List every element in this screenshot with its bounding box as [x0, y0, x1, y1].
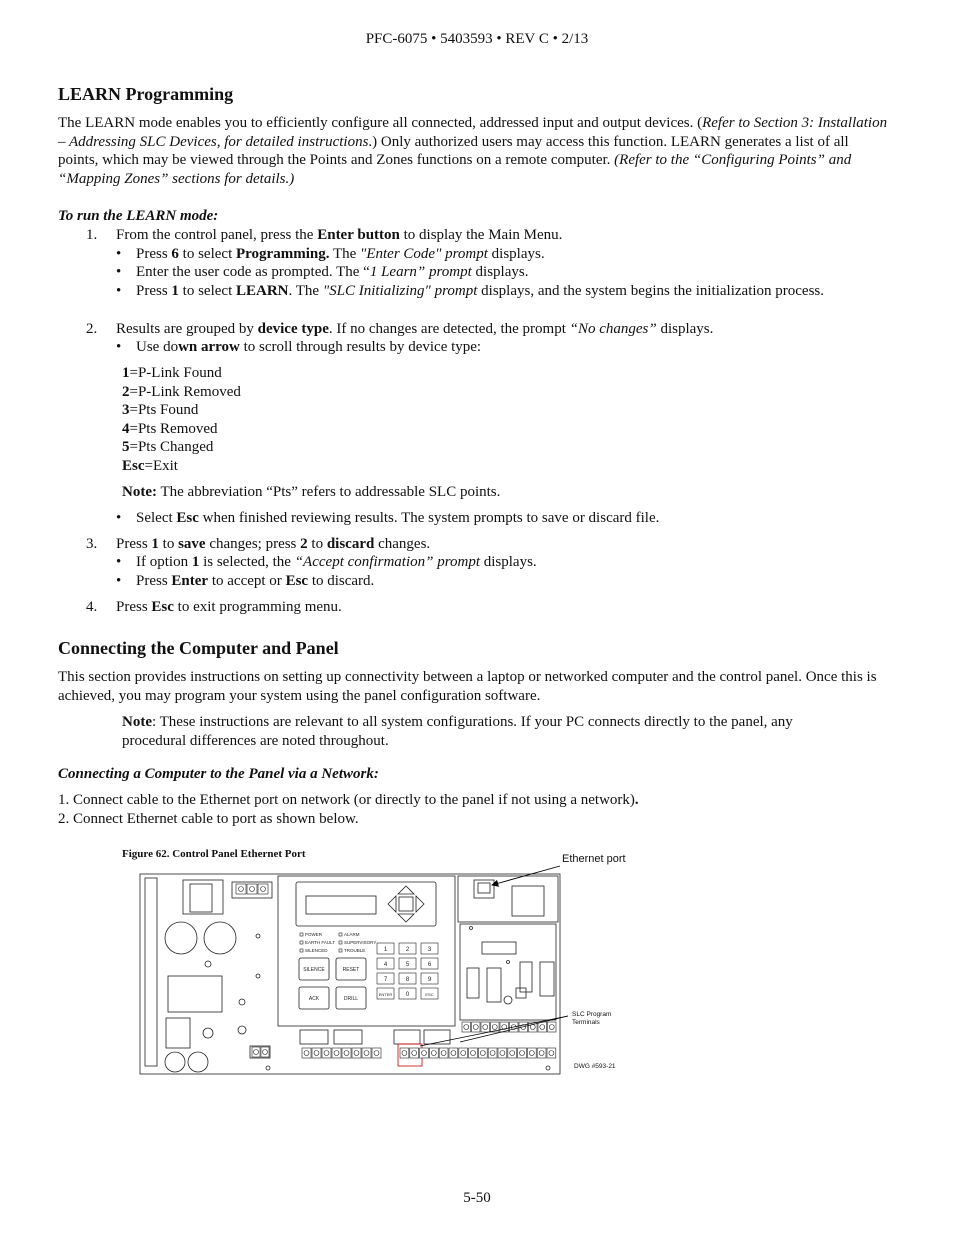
device-code-item: 4=Pts Removed — [122, 420, 218, 437]
bullet-marker: • — [116, 573, 122, 589]
terminal-screw — [441, 1051, 446, 1056]
terminal-screw — [412, 1051, 417, 1056]
bullet-marker: • — [116, 510, 122, 526]
terminal-screw — [451, 1051, 456, 1056]
keypad-key-label: ENTER — [378, 992, 393, 997]
reset-label: RESET — [342, 967, 360, 973]
learn-step-2: 2. Results are grouped by device type. If no changes are detected, the prompt “No changes” displays. — [86, 321, 714, 337]
learn-step-1-bullet: • Press 6 to select Programming. The "Enter Code" prompt displays. — [116, 246, 545, 262]
learn-step-3-bullet: • Press Enter to accept or Esc to discard. — [116, 573, 375, 589]
connect-note: Note: These instructions are relevant to all system configurations. If your PC connects directly to the panel, any procedural differences are noted throughout. — [122, 714, 793, 749]
terminal-screw — [549, 1025, 554, 1030]
led-label: ALARM — [344, 932, 360, 937]
led-label: TROUBLE — [344, 948, 366, 953]
learn-step-2-bullet: • Use down arrow to scroll through results by device type: — [116, 339, 482, 355]
capacitor-2 — [204, 922, 236, 954]
ethernet-port-label: Ethernet port — [562, 853, 626, 865]
learn-step-2-bullet: • Select Esc when finished reviewing results. The system prompts to save or discard file. — [116, 510, 660, 526]
terminal-screw — [402, 1051, 407, 1056]
drill-label: DRILL — [343, 996, 359, 1002]
ack-label: ACK — [308, 996, 320, 1002]
terminal-screw — [549, 1051, 554, 1056]
lcd-display — [306, 896, 376, 914]
device-code-item: 2=P-Link Removed — [122, 383, 241, 400]
up-arrow-key — [398, 886, 414, 894]
terminal-screw — [510, 1051, 515, 1056]
device-code-item: 5=Pts Changed — [122, 439, 214, 456]
keypad-key-label: 1 — [383, 947, 388, 953]
keypad-key-label: 8 — [405, 977, 410, 983]
connect-subhead: Connecting a Computer to the Panel via a Network: — [58, 766, 379, 782]
device-code-item: 1=P-Link Found — [122, 365, 222, 381]
learn-note: Note: The abbreviation “Pts” refers to addressable SLC points. — [122, 484, 501, 500]
bullet-marker: • — [116, 283, 122, 299]
terminal-screw — [492, 1025, 497, 1030]
connect-step-2: 2. Connect Ethernet cable to port as shown below. — [58, 811, 359, 827]
terminal-screw — [464, 1025, 469, 1030]
network-module — [458, 876, 558, 922]
learn-step-1-bullet: • Press 1 to select LEARN. The "SLC Initializing" prompt displays, and the system begins the initialization process. — [116, 283, 825, 299]
learn-step-3-bullet: • If option 1 is selected, the “Accept confirmation” prompt displays. — [116, 554, 537, 570]
learn-title: LEARN Programming — [58, 84, 234, 104]
bullet-marker: • — [116, 554, 122, 570]
learn-intro: The LEARN mode enables you to efficiently configure all connected, addressed input and output devices. (Refer to Section 3: Installation – Addressing SLC Devices, for detailed instructions.) Only authorized users may access this function. LEARN generates a list of all points, which may be viewed through the Points and Zones functions on a remote computer. (Refer to the “Configuring Points” and “Mapping Zones” sections for details.) — [58, 115, 888, 187]
terminal-screw — [261, 887, 266, 892]
terminal-screw — [304, 1051, 309, 1056]
learn-step-1-bullet: • Enter the user code as prompted. The “1 Learn” prompt displays. — [116, 264, 529, 280]
terminal-screw — [471, 1051, 476, 1056]
terminal-screw — [254, 1050, 259, 1055]
terminal-screw — [539, 1051, 544, 1056]
terminal-screw — [520, 1051, 525, 1056]
terminal-screw — [263, 1050, 268, 1055]
terminal-screw — [480, 1051, 485, 1056]
led-label: SUPERVISORY — [344, 940, 377, 945]
terminal-screw — [473, 1025, 478, 1030]
learn-step-1: 1. From the control panel, press the Enter button to display the Main Menu. — [86, 227, 563, 243]
left-rail — [145, 878, 157, 1066]
bullet-marker: • — [116, 264, 122, 280]
ethernet-callout-line — [492, 866, 560, 885]
terminal-screw — [364, 1051, 369, 1056]
learn-subhead: To run the LEARN mode: — [58, 208, 219, 224]
left-arrow-key — [388, 896, 396, 912]
transformer — [183, 880, 223, 914]
led-label: POWER — [305, 932, 323, 937]
slc-module — [460, 924, 556, 1020]
led-label: EARTH FAULT — [305, 940, 336, 945]
keypad-key-label: 6 — [427, 962, 432, 968]
capacitor-1 — [165, 922, 197, 954]
dwg-number: DWG #593-21 — [574, 1063, 616, 1070]
terminal-screw — [314, 1051, 319, 1056]
connect-title: Connecting the Computer and Panel — [58, 638, 339, 658]
device-code-item: Esc=Exit — [122, 457, 178, 474]
terminal-screw — [540, 1025, 545, 1030]
terminal-screw — [344, 1051, 349, 1056]
learn-step-3: 3. Press 1 to save changes; press 2 to discard changes. — [86, 536, 431, 552]
slc-label-1: SLC Program — [572, 1011, 612, 1018]
right-arrow-key — [416, 896, 424, 912]
bullet-marker: • — [116, 246, 122, 262]
connect-intro: This section provides instructions on setting up connectivity between a laptop or networked computer and the control panel. Once this is achieved, you may program your system using the panel configuration software. — [58, 669, 877, 704]
led-label: SILENCED — [305, 948, 328, 953]
learn-step-4: 4. Press Esc to exit programming menu. — [86, 599, 342, 615]
figure-caption: Figure 62. Control Panel Ethernet Port — [122, 848, 306, 860]
silence-label: SILENCE — [303, 967, 325, 973]
down-arrow-key — [398, 914, 414, 922]
terminal-screw — [324, 1051, 329, 1056]
terminal-screw — [250, 887, 255, 892]
terminal-screw — [500, 1051, 505, 1056]
page-number: 5-50 — [463, 1190, 491, 1206]
keypad-key-label: 0 — [405, 992, 410, 998]
page-header: PFC-6075 • 5403593 • REV C • 2/13 — [365, 31, 589, 47]
keypad-key-label: 5 — [405, 962, 410, 968]
device-code-item: 3=Pts Found — [122, 402, 199, 419]
terminal-screw — [374, 1051, 379, 1056]
keypad-key-label: 7 — [383, 977, 388, 983]
bullet-marker: • — [116, 339, 122, 355]
terminal-screw — [431, 1051, 436, 1056]
terminal-screw — [483, 1025, 488, 1030]
terminal-screw — [490, 1051, 495, 1056]
keypad-key-label: 4 — [383, 962, 388, 968]
keypad-key-label: 2 — [405, 947, 410, 953]
terminal-screw — [529, 1051, 534, 1056]
terminal-screw — [461, 1051, 466, 1056]
keypad-key-label: 3 — [427, 947, 432, 953]
slc-label-2: Terminals — [572, 1019, 600, 1026]
connect-step-1: 1. Connect cable to the Ethernet port on network (or directly to the panel if not using a network). — [58, 792, 639, 808]
terminal-screw — [422, 1051, 427, 1056]
terminal-screw — [354, 1051, 359, 1056]
terminal-screw — [239, 887, 244, 892]
power-module — [168, 976, 222, 1012]
keypad-key-label: 9 — [427, 977, 432, 983]
terminal-screw — [334, 1051, 339, 1056]
keypad-key-label: ESC — [425, 992, 434, 997]
numeric-keypad — [377, 943, 438, 999]
